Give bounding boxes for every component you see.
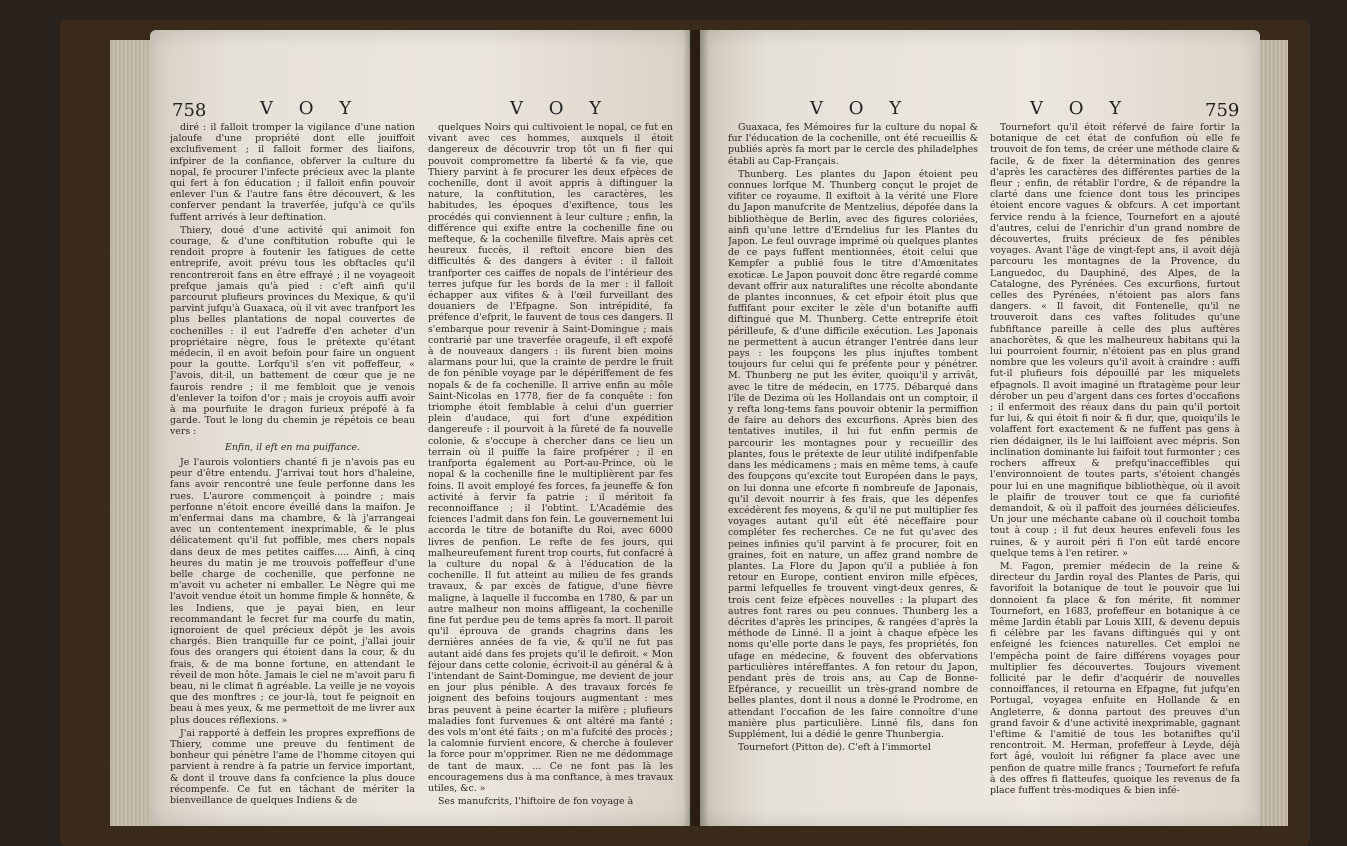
left-page-column-1	[170, 122, 415, 812]
left-page	[150, 30, 690, 826]
paragraph: Tournefort (Pitton de). C'eft à l'immortel	[738, 742, 931, 754]
book-gutter	[683, 30, 709, 826]
paragraph: diré : il falloit tromper la vigilance d'une nation jaloufe d'une propriété dont elle jouiffoit exclufivement ; il falloit former des liaifons, infpirer de la confiance, obferver la culture du nopal, fe procurer l'infecte précieux avec la plante qui fert à fon éducation ; il falloit enfin pouvoir enlever l'un & l'autre fans être découvert, & les conferver pendant la traverfée, jufqu'à ce qu'ils fuffent arrivés à leur deftination.	[170, 122, 415, 223]
right-page	[700, 30, 1260, 826]
paragraph: Ses manufcrits, l'hiftoire de fon voyage à	[438, 796, 634, 808]
left-header-left: V O Y	[260, 98, 362, 119]
right-page-column-1	[728, 122, 978, 812]
paragraph: J'ai rapporté à deffein les propres expreffions de Thiery, comme une preuve du fentiment de bonheur qui pénètre l'ame de l'homme citoyen qui parvient à rendre à fa patrie un fervice important, & dont il trouve dans fa confcience la plus douce récompenfe. Ce fut en tâchant de mériter la bienveillance de quelques Indiens & de	[170, 727, 415, 806]
right-header-right: V O Y	[1030, 98, 1132, 119]
paragraph: Tournefort qu'il étoit réfervé de faire fortir la botanique de cet état de confufion où elle fe trouvoit de fon tems, de créer une méthode claire & facile, & de fixer la détermination des genres d'après les caractères des différentes parties de la fleur ; enfin, de rétablir l'ordre, & de répandre la clarté dans une fcience dont tous les principes étoient encore vagues & obfcurs. A cet important fervice rendu à la fcience, Tournefort en a ajouté d'autres, celui de l'enrichir d'un grand nombre de découvertes, fruits précieux de fes pénibles voyages. Avant l'âge de vingt-fept ans, il avoit déjà parcouru les montagnes de la Provence, du Languedoc, du Dauphiné, des Alpes, de la Catalogne, des Pyrénées. Ces excurfions, furtout celles des Pyrénées, n'étoient pas alors fans dangers. « Il favoit, dit Fontenelle, qu'il ne trouveroit dans ces vaftes folitudes qu'une fubfiftance pareille à celle des plus auftères anachorètes, & que les malheureux habitans qui la lui pourroient fournir, n'étoient pas en plus grand nombre que les voleurs qu'il avoit à craindre : auffi fut-il plufieurs fois dépouillé par les miquelets efpagnols. Il avoit imaginé un ftratagème pour leur dérober un peu d'argent dans ces fortes d'occafions ; il enfermoit des réaux dans du pain qu'il portoit fur lui, & qui étoit fi noir & fi dur, que, quoiqu'ils le volaffent fort exactement & ne fuffent pas gens à rien dédaigner, ils le lui laiffoient avec mépris. Son inclination dominante lui faifoit tout furmonter ; ces rochers affreux & prefqu'inacceffibles qui l'environnoient de toutes parts, s'étoient changés pour lui en une magnifique bibliothèque, où il avoit le plaifir de trouver tout ce que fa curiofité demandoit, & où il paffoit des journées délicieufes. Un jour une méchante cabane où il couchoit tomba tout à coup ; il fut deux heures enfeveli fous les ruines, & y auroit péri fi l'on eût tardé encore quelque tems à l'en retirer. »	[990, 122, 1240, 559]
right-page-column-2	[990, 122, 1240, 812]
left-page-column-2	[428, 122, 673, 812]
paragraph: Thunberg. Les plantes du Japon étoient peu connues lorfque M. Thunberg conçut le projet de vifiter ce royaume. Il exiftoit à la vérité une Flore du Japon manufcrite de Mentzelius, dépofée dans la bibliothèque de Berlin, avec des figures coloriées, ainfi qu'une lettre d'Erndelius fur les Plantes du Japon. Le feul ouvrage imprimé où quelques plantes de ce pays fuffent mentionnées, étoit celui que Kempfer a publié fous le titre d'Amœnitates exoticæ. Le Japon pouvoit donc être regardé comme devant offrir aux naturaliftes une récolte abondante de plantes inconnues, & cet efpoir étoit plus que fuffifant pour exciter le zèle d'un botanifte auffi diftingué que M. Thunberg. Cette entreprife étoit périlleufe, & d'une difficile exécution. Les Japonais ne permettent à aucun étranger l'entrée dans leur pays : les foupçons les plus injuftes tombent toujours fur celui qui fe préfente pour y pénétrer. M. Thunberg ne put les éviter, quoiqu'il y arrivât, avec le titre de médecin, en 1775. Débarqué dans l'île de Dezima où les Hollandais ont un comptoir, il y refta long-tems fans pouvoir obtenir la permiffion de faire au dehors des excurfions. Après bien des tentatives inutiles, il lui fut enfin permis de parcourir les montagnes pour y recueillir des plantes, fous le prétexte de leur utilité indifpenfable dans les médicamens ; mais en même tems, à caufe des foupçons qu'excite tout Européen dans le pays, on lui donna une efcorte fi nombreufe de Japonais, qu'il devoit nourrir à fes frais, que les dépenfes excédèrent fes moyens, & qu'il ne put multiplier fes voyages autant qu'il eût été néceffaire pour compléter fes recherches. Ce ne fut qu'avec des peines infinies qu'il parvint à fe procurer, foit en graines, foit en nature, un affez grand nombre de plantes. La Flore du Japon qu'il a publiée à fon retour en Europe, contient environ mille efpèces, parmi lefquelles fe trouvent vingt-deux genres, & trois cent feize efpèces nouvelles : la plupart des autres font rares ou peu connues. Thunberg les a décrites d'après les principes, & rangées d'après la méthode de Linné. Il a joint à chaque efpèce les noms qu'elle porte dans le pays, fes propriétés, fon ufage en médecine, & fouvent des obfervations particulières intéreffantes. A fon retour du Japon, pendant près de trois ans, au Cap de Bonne-Efpérance, y recueillit un très-grand nombre de belles plantes, dont il nous a donné le Prodrome, en attendant l'occafion de les faire connoître d'une manière plus particulière. Linné fils, dans fon Supplément, lui a dédié le genre Thunbergia.	[728, 168, 978, 740]
paragraph: M. Fagon, premier médecin de la reine & directeur du Jardin royal des Plantes de Paris, qui favorifoit la botanique de tout le pouvoir que lui donnoient fa place & fon mérite, fit nommer Tournefort, en 1683, profeffeur en botanique à ce même Jardin établi par Louis XIII, & devenu depuis fi célèbre par les favans diftingués qui y ont enfeigné les fciences naturelles. Cet emploi ne l'empêcha point de faire différens voyages pour multiplier fes découvertes. Toujours vivement follicité par le defir d'acquérir de nouvelles connoiffances, il retourna en Efpagne, fut jufqu'en Portugal, voyagea enfuite en Hollande & en Angleterre, & donna partout des preuves d'un grand favoir & d'une activité inexprimable, gagnant l'eftime & l'amitié de tous les botaniftes qu'il rencontroit. M. Herman, profeffeur à Leyde, déjà fort âgé, vouloit lui réfigner fa place avec une penfion de quatre mille francs ; Tournefort fe refufa à des offres fi flatteufes, quoique les revenus de fa place fuffent très-modiques & bien infé-	[990, 560, 1240, 796]
paragraph: Thiery, doué d'une activité qui animoit fon courage, & d'une conftitution robufte qui le rendoit propre à foutenir les fatigues de cette entreprife, avoit prévu tous les obftacles qu'il rencontreroit fans en être effrayé ; il ne voyageoit prefque jamais qu'à pied : c'eft ainfi qu'il parcourut plufieurs provinces du Mexique, & qu'il parvint jufqu'à Guaxaca, où il vit avec tranfport les plus belles plantations de nopal couvertes de cochenilles : il eut l'adreffe d'en acheter d'un propriétaire nègre, fous le prétexte qu'étant médecin, il en avoit befoin pour faire un onguent pour la goutte. Lorfqu'il s'en vit poffeffeur, « J'avois, dit-il, un battement de cœur que je ne faurois rendre ; il me fembloit que je venois d'enlever la toifon d'or ; mais je croyois auffi avoir à ma pourfuite le dragon furieux prépofé à fa garde. Tout le long du chemin je répétois ce beau vers :	[170, 224, 415, 438]
left-header-right: V O Y	[510, 98, 612, 119]
paragraph: quelques Noirs qui cultivoient le nopal, ce fut en vivant avec ces hommes, auxquels il étoit dangereux de découvrir trop tôt un fi fier qui pouvoit compromettre fa liberté & fa vie, que Thiery parvint à fe procurer les deux efpèces de cochenille, dont il avoit appris à diftinguer la nature, la conftitution, les caractères, les habitudes, les époques d'exiftence, tous les procédés qui conviennent à leur culture ; enfin, la différence qui exifte entre la cochenille fine ou mefteque, & la cochenille filveftre. Mais après cet heureux fuccès, il reftoit encore bien des difficultés & des dangers à éviter : il falloit tranfporter ces caiffes de nopals de l'intérieur des terres jufque fur les bords de la mer : il falloit échapper aux vifites & à l'œil furveillant des douaniers de l'Efpagne. Son intrépidité, fa préfence d'efprit, le fauvent de tous ces dangers. Il s'embarque pour revenir à Saint-Domingue ; mais contrarié par une traverfée orageufe, il eft expofé à de nouveaux dangers : ils furent bien moins alarmans pour lui, que la crainte de perdre le fruit de fon pénible voyage par le dépériffement de fes nopals & de fa cochenille. Il arrive enfin au môle Saint-Nicolas en 1778, fier de fa conquête : fon triomphe étoit femblable à celui d'un guerrier plein d'audace, qui fort d'une expédition dangereufe : il pourvoit à la fûreté de fa nouvelle colonie, & s'occupe à chercher dans ce lieu un terrain où il puiffe la faire profpérer ; il en tranfporta également au Port-au-Prince, où le nopal & la cochenille fine le multiplièrent par fes foins. Il avoit employé fes forces, fa jeuneffe & fon activité à fervir fa patrie ; il méritoit fa reconnoiffance ; il l'obtint. L'Académie des fciences l'admit dans fon fein. Le gouvernement lui accorda le titre de botanifte du Roi, avec 6000 livres de penfion. Le refte de fes jours, qui malheureufement furent trop courts, fut confacré à la culture du nopal & à l'éducation de la cochenille. Il fut atteint au milieu de fes grands travaux, & par excès de fatigue, d'une fièvre maligne, à laquelle il fuccomba en 1780, & par un autre malheur non moins affligeant, la cochenille fine fut perdue peu de tems après fa mort. Il paroit qu'il éprouva de grands chagrins dans les dernières années de fa vie, & qu'il ne fut pas autant aidé dans fes projets qu'il le defiroit. « Mon féjour dans cette colonie, écrivoit-il au général & à l'intendant de Saint-Domingue, me devient de jour en jour plus pénible. A des travaux forcés fe joignent des befoins toujours augmentant : mes bras peuvent à peine écarter la mifère ; plufieurs maladies font furvenues & ont altéré ma fanté ; des vols m'ont été faits ; on m'a fufcité des procès ; la calomnie furvient encore, & cherche à foulever la force pour m'opprimer. Rien ne me dédommage de tant de maux. ... Ce ne font pas là les encouragemens dus à ma conftance, à mes travaux utiles, &c. »	[428, 122, 673, 794]
right-header-left: V O Y	[810, 98, 912, 119]
verse-quote: Enfin, il eft en ma puiffance.	[225, 441, 360, 453]
paragraph: Je l'aurois volontiers chanté fi je n'avois pas eu peur d'être entendu. J'arrivai tout hors d'haleine, fans avoir rencontré une feule perfonne dans les rues. L'aurore commençoit à poindre ; mais perfonne n'étoit encore éveillé dans la maifon. Je m'enfermai dans ma chambre, & là j'arrangeai avec un contentement inexprimable, & le plus délicatement qu'il fut poffible, mes chers nopals dans deux de mes petites caiffes..... Ainfi, à cinq heures du matin je me trouvois poffeffeur d'une belle charge de cochenille, que perfonne ne m'avoit vu acheter ni emballer. Le Nègre qui me l'avoit vendue étoit un homme fimple & honnête, & les Indiens, que je payai bien, en leur recommandant le fecret fur ma courfe du matin, ignoroient de quel précieux dépôt je les avois chargés. Bien tranquille fur ce point, j'allai jouir fous des orangers qui étoient dans la cour, & du frais, & de ma bonne fortune, en attendant le réveil de mon hôte. Jamais le ciel ne m'avoit paru fi beau, ni le climat fi agréable. La veille je ne voyois que des monftres ; ce jour-là, tout fe peignoit en beau à mes yeux, & me permettoit de me livrer aux plus douces réflexions. »	[170, 456, 415, 726]
right-page-number: 759	[1205, 100, 1240, 121]
left-page-number: 758	[172, 100, 207, 121]
paragraph: Guaxaca, fes Mémoires fur la culture du nopal & fur l'éducation de la cochenille, ont été recueillis & publiés après fa mort par le cercle des philadelphes établi au Cap-Français.	[728, 122, 978, 167]
